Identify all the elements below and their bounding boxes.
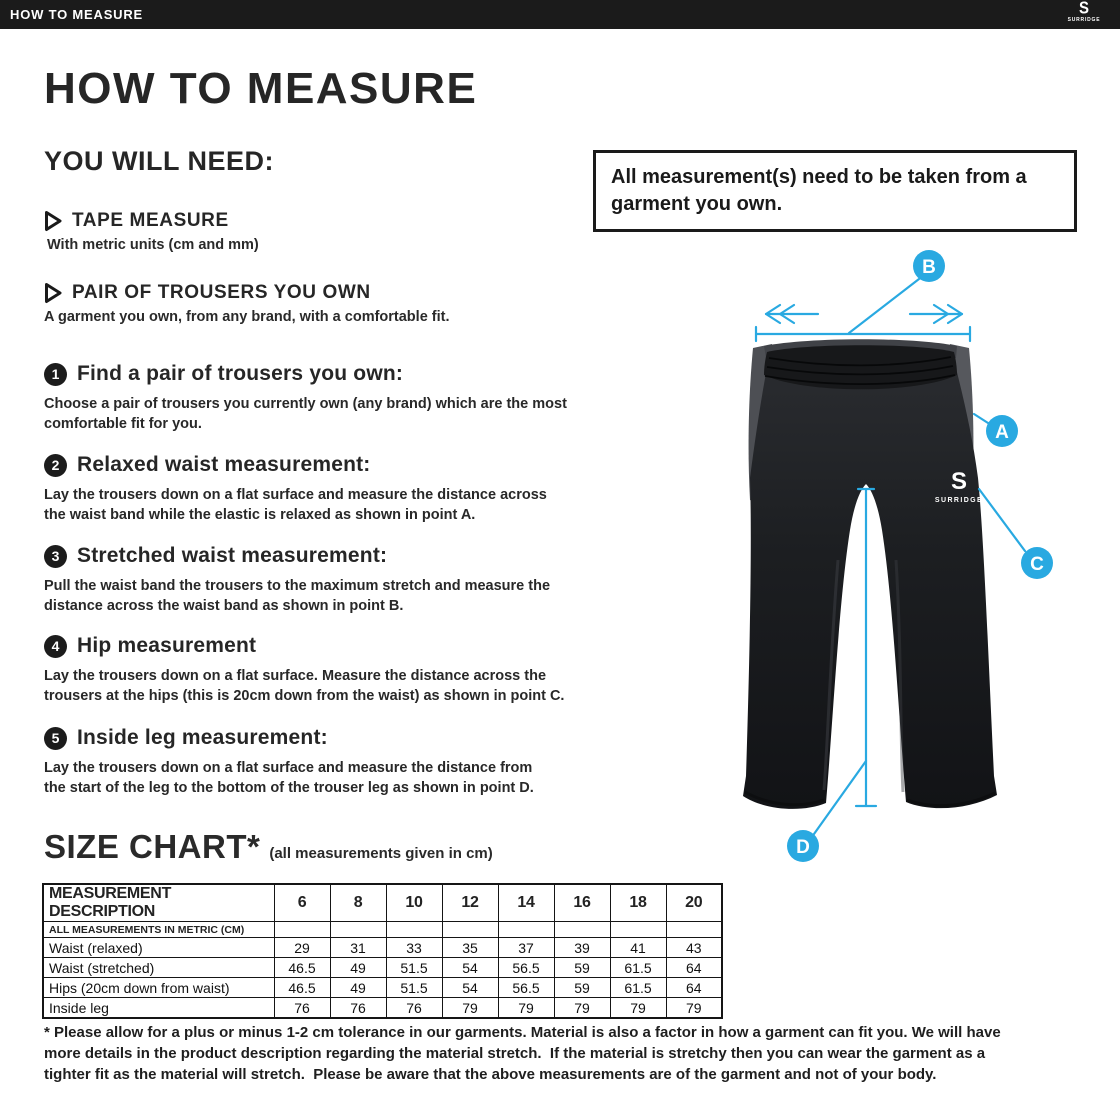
disclaimer-line: tighter fit as the material will stretch. Please be aware that the above measurements are of the garment and not of your body. bbox=[44, 1066, 937, 1083]
table-row bbox=[43, 958, 722, 978]
tolerance-disclaimer bbox=[44, 1022, 1100, 1085]
col-header-size: 8 bbox=[330, 884, 386, 922]
value-cell: 76 bbox=[386, 998, 442, 1019]
need-item-tape-measure bbox=[44, 210, 259, 253]
value-cell: 59 bbox=[554, 958, 610, 978]
size-chart-subtitle: (all measurements given in cm) bbox=[269, 845, 493, 862]
value-cell: 79 bbox=[442, 998, 498, 1019]
pants-body bbox=[743, 346, 997, 809]
step-number-badge: 1 bbox=[44, 363, 67, 386]
point-b-connector bbox=[849, 279, 919, 333]
col-header-size: 10 bbox=[386, 884, 442, 922]
col-header-description: MEASUREMENT DESCRIPTION bbox=[43, 884, 274, 922]
value-cell: 54 bbox=[442, 978, 498, 998]
size-chart-heading bbox=[44, 828, 493, 866]
step-description: Lay the trousers down on a flat surface and measure the distance across the waist band while the elastic is relaxed as shown in point A. bbox=[44, 487, 547, 523]
disclaimer-line: more details in the product description regarding the material stretch. If the material is stretchy then you can wear the garment as a bbox=[44, 1045, 986, 1062]
step-1 bbox=[44, 362, 684, 434]
value-cell: 79 bbox=[610, 998, 666, 1019]
trousers-measurement-diagram bbox=[610, 238, 1090, 928]
step-title: Find a pair of trousers you own: bbox=[77, 362, 404, 385]
step-2 bbox=[44, 453, 684, 525]
value-cell: 41 bbox=[610, 938, 666, 958]
value-cell: 56.5 bbox=[498, 978, 554, 998]
point-a-connector bbox=[974, 414, 988, 423]
pants-waistband bbox=[764, 345, 957, 389]
value-cell: 37 bbox=[498, 938, 554, 958]
value-cell: 39 bbox=[554, 938, 610, 958]
triangle-bullet-icon bbox=[44, 210, 63, 232]
garment-surridge-s-icon: S bbox=[950, 468, 968, 495]
step-description: Pull the waist band the trousers to the maximum stretch and measure the distance across the waist band as shown in point B. bbox=[44, 578, 551, 614]
step-description: Lay the trousers down on a flat surface and measure the distance from the start of the leg to the bottom of the trouser leg as shown in point D. bbox=[44, 760, 534, 796]
disclaimer-line: * Please allow for a plus or minus 1-2 cm tolerance in our garments. Material is also a factor in how a garment can fit you. We will have bbox=[44, 1024, 1001, 1041]
step-number-badge: 5 bbox=[44, 727, 67, 750]
col-header-size: 14 bbox=[498, 884, 554, 922]
row-label-cell: Hips (20cm down from waist) bbox=[43, 978, 274, 998]
size-chart-title: SIZE CHART* bbox=[44, 828, 261, 865]
value-cell: 51.5 bbox=[386, 978, 442, 998]
step-number-badge: 2 bbox=[44, 454, 67, 477]
value-cell: 49 bbox=[330, 978, 386, 998]
step-3 bbox=[44, 544, 684, 616]
row-label-cell: Inside leg bbox=[43, 998, 274, 1019]
step-5 bbox=[44, 726, 684, 798]
value-cell: 64 bbox=[666, 978, 722, 998]
point-c-letter: C bbox=[1030, 554, 1044, 575]
surridge-s-icon: S bbox=[1078, 0, 1089, 19]
col-header-size: 6 bbox=[274, 884, 330, 922]
row-label-cell: Waist (relaxed) bbox=[43, 938, 274, 958]
value-cell: 49 bbox=[330, 958, 386, 978]
value-cell: 76 bbox=[330, 998, 386, 1019]
value-cell: 61.5 bbox=[610, 958, 666, 978]
need-item-label: PAIR OF TROUSERS YOU OWN bbox=[72, 282, 371, 303]
value-cell: 33 bbox=[386, 938, 442, 958]
step-4 bbox=[44, 634, 684, 706]
col-header-size: 16 bbox=[554, 884, 610, 922]
col-header-size: 20 bbox=[666, 884, 722, 922]
measurement-note-text: All measurement(s) need to be taken from a garment you own. bbox=[611, 166, 1027, 215]
value-cell: 31 bbox=[330, 938, 386, 958]
row-label-cell: Waist (stretched) bbox=[43, 958, 274, 978]
top-bar bbox=[0, 0, 1120, 29]
measurement-note-box bbox=[593, 150, 1077, 232]
table-row bbox=[43, 998, 722, 1019]
table-metric-row bbox=[43, 922, 722, 938]
value-cell: 61.5 bbox=[610, 978, 666, 998]
value-cell: 46.5 bbox=[274, 978, 330, 998]
value-cell: 79 bbox=[554, 998, 610, 1019]
value-cell: 35 bbox=[442, 938, 498, 958]
step-number-badge: 4 bbox=[44, 635, 67, 658]
value-cell: 43 bbox=[666, 938, 722, 958]
table-row bbox=[43, 938, 722, 958]
need-item-description: With metric units (cm and mm) bbox=[47, 237, 259, 253]
page-title: HOW TO MEASURE bbox=[44, 64, 478, 113]
value-cell: 54 bbox=[442, 958, 498, 978]
table-header-row bbox=[43, 884, 722, 922]
col-header-size: 18 bbox=[610, 884, 666, 922]
step-description: Choose a pair of trousers you currently own (any brand) which are the most comfortable fit for you. bbox=[44, 396, 567, 432]
metric-note-cell: ALL MEASUREMENTS IN METRIC (CM) bbox=[43, 922, 274, 938]
value-cell: 79 bbox=[666, 998, 722, 1019]
point-d-letter: D bbox=[796, 837, 810, 858]
size-chart-table bbox=[42, 883, 723, 1019]
col-header-size: 12 bbox=[442, 884, 498, 922]
triangle-bullet-icon bbox=[44, 282, 63, 304]
step-title: Inside leg measurement: bbox=[77, 726, 328, 749]
value-cell: 79 bbox=[498, 998, 554, 1019]
value-cell: 51.5 bbox=[386, 958, 442, 978]
table-row bbox=[43, 978, 722, 998]
step-title: Relaxed waist measurement: bbox=[77, 453, 371, 476]
step-title: Stretched waist measurement: bbox=[77, 544, 388, 567]
value-cell: 56.5 bbox=[498, 958, 554, 978]
step-number-badge: 3 bbox=[44, 545, 67, 568]
value-cell: 29 bbox=[274, 938, 330, 958]
point-b-letter: B bbox=[922, 257, 936, 278]
need-item-trousers bbox=[44, 282, 450, 325]
need-item-description: A garment you own, from any brand, with a comfortable fit. bbox=[44, 309, 450, 325]
surridge-wordmark: SURRIDGE bbox=[1067, 17, 1101, 23]
step-description: Lay the trousers down on a flat surface. Measure the distance across the trousers at the hips (this is 20cm down from the waist) as shown in point C. bbox=[44, 668, 565, 704]
value-cell: 59 bbox=[554, 978, 610, 998]
value-cell: 46.5 bbox=[274, 958, 330, 978]
step-title: Hip measurement bbox=[77, 634, 257, 657]
value-cell: 76 bbox=[274, 998, 330, 1019]
need-item-label: TAPE MEASURE bbox=[72, 210, 229, 231]
garment-surridge-wordmark: SURRIDGE bbox=[934, 497, 984, 504]
point-c-connector bbox=[979, 489, 1025, 551]
point-a-letter: A bbox=[995, 422, 1009, 443]
surridge-logo bbox=[1061, 1, 1107, 23]
you-will-need-heading: YOU WILL NEED: bbox=[44, 146, 275, 176]
value-cell: 64 bbox=[666, 958, 722, 978]
top-bar-title: HOW TO MEASURE bbox=[10, 7, 144, 22]
